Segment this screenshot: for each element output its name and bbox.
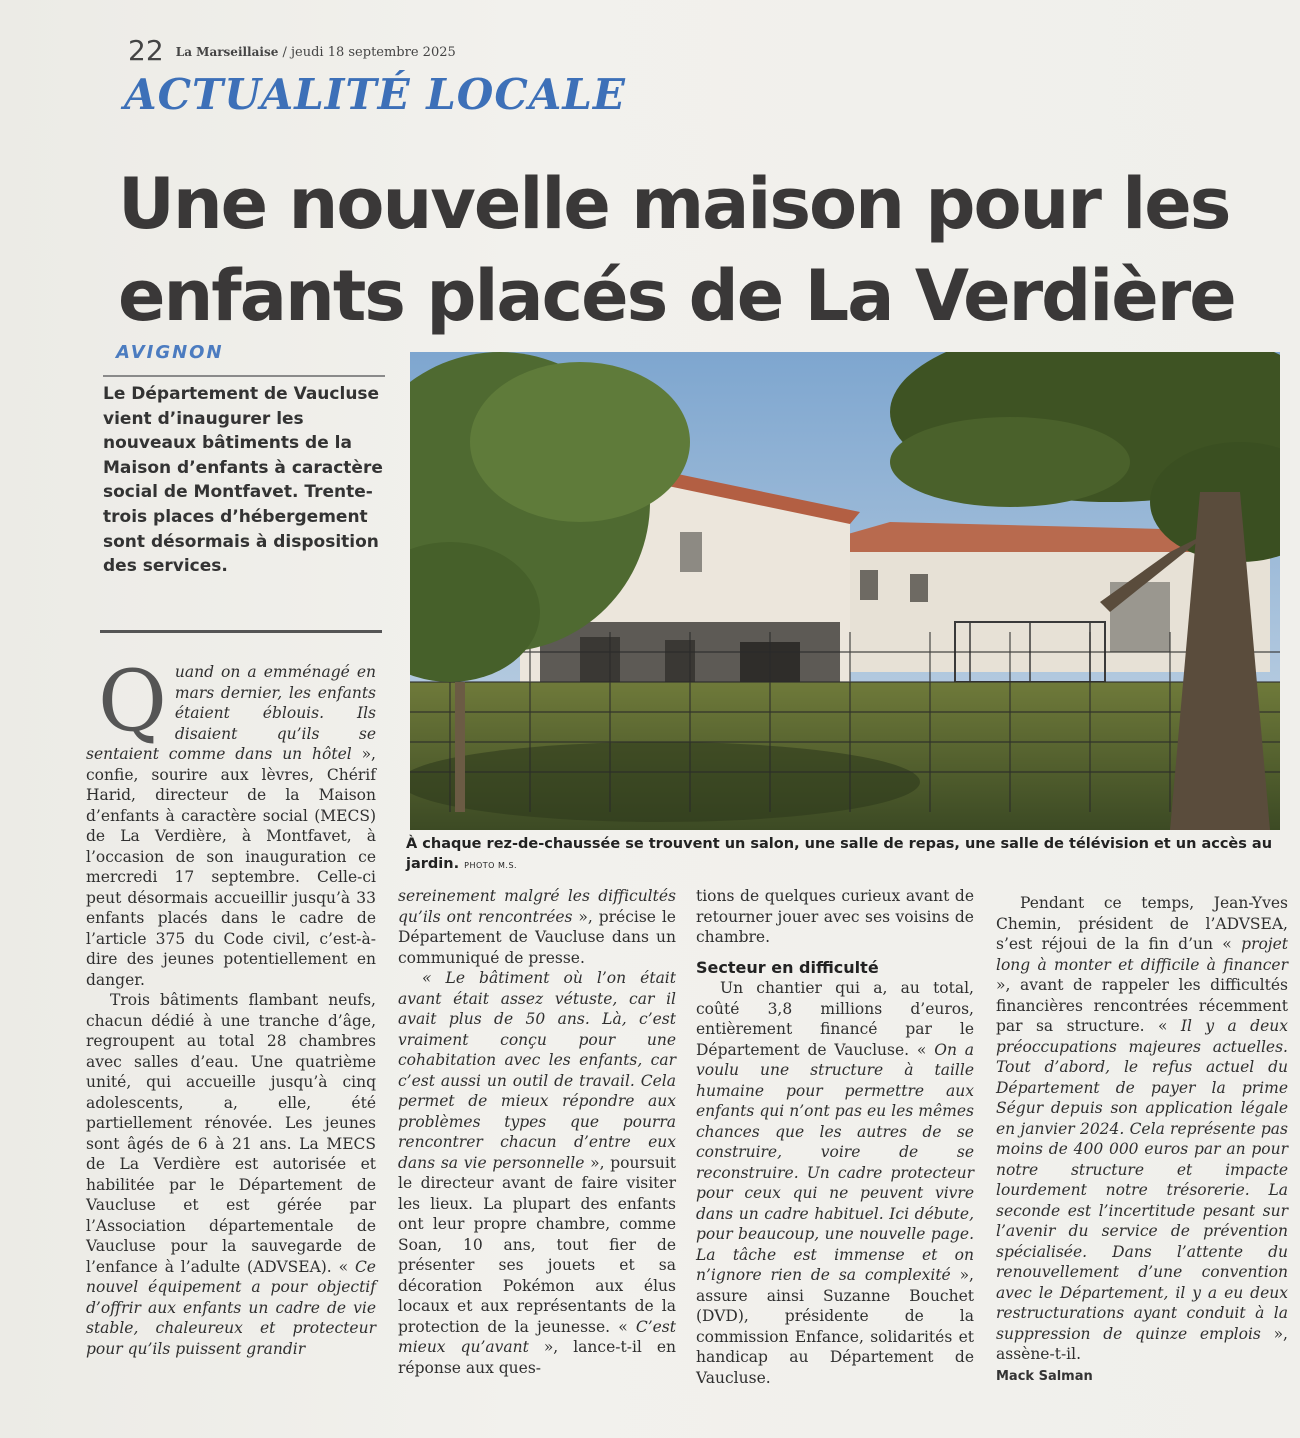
article-lead: Le Département de Vaucluse vient d’inaugurer les nouveaux bâtiments de la Maison d’enfants à caractère social de Montfavet. Trente-trois places d’hébergement sont désormais à disposition des services.	[103, 384, 383, 577]
body-text: », poursuit le directeur avant de faire visiter les lieux. La plupart des enfants ont leur propre chambre, comme Soan, 10 ans, tout fier de présenter ses jouets et sa décoration Pokémon aux élus locaux et aux représentants de la protection de la jeunesse. «	[398, 1153, 677, 1336]
article-photo	[410, 352, 1280, 830]
paragraph	[398, 886, 676, 968]
paragraph	[696, 978, 974, 1388]
section-rubric: ACTUALITÉ LOCALE	[124, 70, 626, 119]
divider	[103, 375, 385, 377]
quote-text: sereinement malgré les difficultés qu’ils ont rencontrées	[398, 887, 676, 926]
quote-text: uand on a emménagé en mars dernier, les enfants étaient éblouis. Ils disaient qu’ils se sentaient comme dans un hôtel	[86, 663, 376, 763]
body-text: Pendant ce temps, Jean-Yves Chemin, président de l’ADVSEA, s’est réjoui de la fin d’un «	[996, 894, 1288, 953]
quote-text: projet long à monter et difficile à financer	[996, 935, 1289, 974]
dateline-location: AVIGNON	[116, 342, 224, 363]
author-signature: Mack Salman	[996, 1368, 1093, 1384]
garden-buildings-illustration	[410, 352, 1280, 830]
article-headline: Une nouvelle maison pour les enfants placés de La Verdière	[118, 163, 1235, 337]
dropcap: Q	[98, 652, 167, 750]
body-text: », confie, sourire aux lèvres, Chérif Harid, directeur de la Maison d’enfants à caractère social (MECS) de La Verdière, à Montfavet, à l’occasion de son inauguration ce mercredi 17 septembre. Celle-ci peut désormais accueillir jusqu’à 33 enfants placés dans le cadre de l’article 375 du Code civil, c’est-à-dire des jeunes potentiellement en danger.	[86, 745, 376, 989]
paragraph	[86, 652, 376, 990]
body-text: », précise le Département de Vaucluse dans un communiqué de presse.	[398, 907, 676, 967]
quote-text: On a voulu une structure à taille humaine pour permettre aux enfants qui n’ont pas eu les mêmes chances que les autres de se construire, voire de se reconstruire. Un cadre protecteur pour ceux qui ne peuvent vivre dans un cadre habituel. Ici débute, pour beaucoup, une nouvelle page. La tâche est immense et on n’ignore rien de sa complexité	[696, 1040, 975, 1284]
article-column-1	[86, 652, 376, 1359]
body-text: Un chantier qui a, au total, coûté 3,8 millions d’euros, entièrement financé par le Département de Vaucluse. «	[696, 979, 974, 1059]
quote-text: Il y a deux préoccupations majeures actuelles. Tout d’abord, le refus actuel du Département de payer la prime Ségur depuis son application légale en janvier 2024. Cela représente pas moins de 400 000 euros par an pour notre structure et impacte lourdement notre trésorerie. La seconde est l’incertitude pesant sur l’avenir du service de prévention spécialisée. Dans l’attente du renouvellement d’une convention avec le Département, il y a eu deux restructurations ayant conduit à la suppression de quinze emplois	[996, 1017, 1288, 1343]
newspaper-name: La Marseillaise	[175, 45, 279, 59]
article-column-4	[996, 893, 1288, 1387]
paragraph	[398, 968, 676, 1378]
caption-text: À chaque rez-de-chaussée se trouvent un salon, une salle de repas, une salle de télévision et un accès au jardin.	[406, 836, 1273, 872]
issue-date: / jeudi 18 septembre 2025	[282, 45, 456, 60]
paragraph	[86, 990, 376, 1359]
article-column-2	[398, 886, 676, 1378]
page-number: 22	[128, 34, 164, 67]
body-text: tions de quelques curieux avant de retourner jouer avec ses voisins de chambre.	[696, 887, 974, 946]
quote-text: « Le bâtiment où l’on était avant était assez vétuste, car il avait plus de 50 ans. Là, c’est vraiment conçu pour une cohabitation avec les enfants, car c’est aussi un outil de travail. Cela permet de mieux répondre aux problèmes types que pourra rencontrer chacun d’entre eux dans sa vie personnelle	[398, 969, 676, 1172]
paragraph	[996, 893, 1288, 1365]
divider	[100, 630, 382, 633]
body-text: », avant de rappeler les difficultés financières rencontrées récemment par sa structure. «	[996, 976, 1288, 1035]
page-header	[128, 34, 456, 67]
body-text: », assure ainsi Suzanne Bouchet (DVD), présidente de la commission Enfance, solidarités et handicap au Département de Vaucluse.	[696, 1266, 974, 1387]
article-column-3	[696, 886, 974, 1388]
photo-caption	[406, 834, 1280, 876]
paragraph	[696, 886, 974, 948]
quote-text: Ce nouvel équipement a pour objectif d’offrir aux enfants un cadre de vie stable, chaleureux et protecteur pour qu’ils puissent grandir	[86, 1257, 376, 1358]
photo-credit: PHOTO M.S.	[464, 861, 518, 870]
quote-text: C’est mieux qu’avant	[398, 1317, 676, 1356]
body-text: Trois bâtiments flambant neufs, chacun dédié à une tranche d’âge, regroupent au total 28 chambres avec salles d’eau. Une quatrième unité, qui accueille jusqu’à cinq adolescents, a, elle, été partiellement rénovée. Les jeunes sont âgés de 6 à 21 ans. La MECS de La Verdière est autorisée et habilitée par le Département de Vaucluse et est gérée par l’Association départementale de Vaucluse pour la sauvegarde de l’enfance à l’adulte (ADVSEA). «	[86, 991, 376, 1276]
body-text: », assène-t-il.	[996, 1324, 1288, 1363]
body-text: », lance-t-il en réponse aux ques-	[398, 1338, 676, 1377]
intertitle: Secteur en difficulté	[696, 957, 879, 977]
